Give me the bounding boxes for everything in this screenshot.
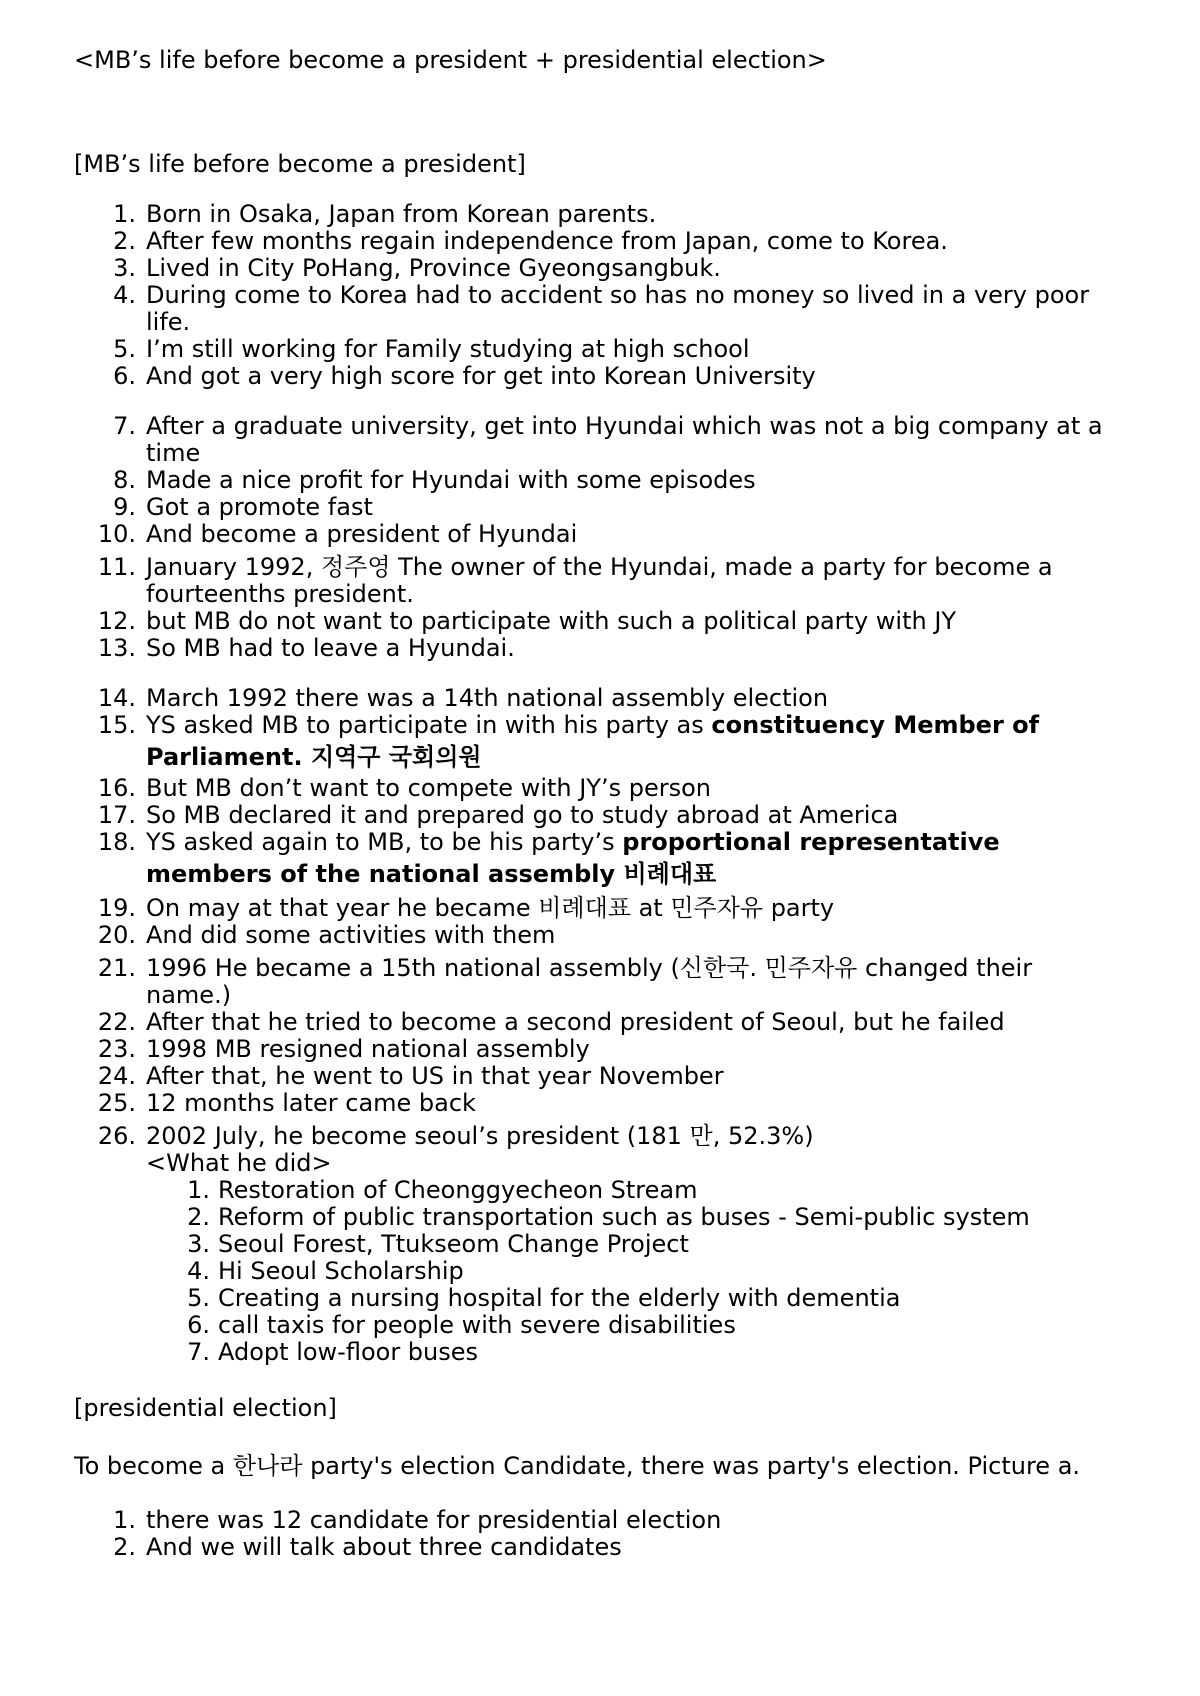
item-text: After that, he went to US in that year November bbox=[146, 1062, 724, 1090]
item-number: 11. bbox=[97, 553, 136, 581]
item-number: 19. bbox=[97, 894, 136, 922]
section-heading-life: [MB’s life before become a president] bbox=[74, 150, 526, 178]
item-text: YS asked again to MB, to be his party’s bbox=[146, 828, 623, 856]
item-number: 20. bbox=[97, 921, 136, 949]
item-text: March 1992 there was a 14th national assembly election bbox=[146, 684, 829, 712]
item-text: there was 12 candidate for presidential election bbox=[146, 1506, 722, 1534]
item-text: After few months regain independence from Japan, come to Korea. bbox=[146, 227, 948, 255]
sub-item-text: Reform of public transportation such as buses - Semi-public system bbox=[218, 1203, 1030, 1231]
sub-item-text: Seoul Forest, Ttukseom Change Project bbox=[218, 1230, 689, 1258]
item-text: But MB don’t want to compete with JY’s person bbox=[146, 774, 711, 802]
sub-item-number: 6. bbox=[187, 1311, 210, 1339]
item-number: 23. bbox=[97, 1035, 136, 1063]
sub-item-text: Restoration of Cheonggyecheon Stream bbox=[218, 1176, 698, 1204]
section-heading-election: [presidential election] bbox=[74, 1394, 337, 1422]
item-number: 13. bbox=[97, 634, 136, 662]
item-text: After a graduate university, get into Hyundai which was not a big company at a bbox=[146, 412, 1103, 440]
item-text: And did some activities with them bbox=[146, 921, 556, 949]
item-text: Lived in City PoHang, Province Gyeongsangbuk. bbox=[146, 254, 721, 282]
item-text: And got a very high score for get into Korean University bbox=[146, 362, 816, 390]
item-text: And we will talk about three candidates bbox=[146, 1533, 622, 1561]
item-number: 9. bbox=[113, 493, 136, 521]
item-text-continued: fourteenths president. bbox=[146, 580, 414, 608]
item-text: 1996 He became a 15th national assembly (신한국. 민주자유 changed their bbox=[146, 954, 1033, 982]
item-number: 17. bbox=[97, 801, 136, 829]
item-text-continued: time bbox=[146, 439, 201, 467]
item-text: January 1992, 정주영 The owner of the Hyundai, made a party for become a bbox=[146, 553, 1053, 581]
item-number: 2. bbox=[113, 1533, 136, 1561]
item-text: I’m still working for Family studying at high school bbox=[146, 335, 750, 363]
item-text: YS asked MB to participate in with his party as bbox=[146, 711, 712, 739]
sub-item-text: Creating a nursing hospital for the elderly with dementia bbox=[218, 1284, 901, 1312]
item-text: Made a nice profit for Hyundai with some episodes bbox=[146, 466, 756, 494]
item-number: 8. bbox=[113, 466, 136, 494]
item-text: 12 months later came back bbox=[146, 1089, 476, 1117]
item-number: 10. bbox=[97, 520, 136, 548]
item-number: 22. bbox=[97, 1008, 136, 1036]
item-text: Got a promote fast bbox=[146, 493, 373, 521]
item-number: 4. bbox=[113, 281, 136, 309]
item-number: 7. bbox=[113, 412, 136, 440]
item-number: 12. bbox=[97, 607, 136, 635]
sub-item-text: call taxis for people with severe disabilities bbox=[218, 1311, 736, 1339]
item-number: 3. bbox=[113, 254, 136, 282]
sub-item-number: 2. bbox=[187, 1203, 210, 1231]
item-number: 21. bbox=[97, 954, 136, 982]
item-number: 15. bbox=[97, 711, 136, 739]
item-text: After that he tried to become a second president of Seoul, but he failed bbox=[146, 1008, 1005, 1036]
item-number: 1. bbox=[113, 1506, 136, 1534]
item-number: 14. bbox=[97, 684, 136, 712]
item-text-bold: constituency Member of bbox=[711, 711, 1040, 739]
item-number: 26. bbox=[97, 1122, 136, 1150]
item-text: And become a president of Hyundai bbox=[146, 520, 578, 548]
item-number: 5. bbox=[113, 335, 136, 363]
document-title: <MB’s life before become a president + presidential election> bbox=[74, 46, 827, 74]
item-text-bold-continued: members of the national assembly 비례대표 bbox=[146, 860, 717, 888]
item-text-line bbox=[146, 711, 1039, 739]
item-text-bold: proportional representative bbox=[622, 828, 1000, 856]
item-text-continued: name.) bbox=[146, 981, 232, 1009]
sub-item-text: Hi Seoul Scholarship bbox=[218, 1257, 464, 1285]
item-text: So MB had to leave a Hyundai. bbox=[146, 634, 515, 662]
item-text: During come to Korea had to accident so has no money so lived in a very poor bbox=[146, 281, 1090, 309]
item-text-continued: life. bbox=[146, 308, 191, 336]
item-text-bold-continued: Parliament. 지역구 국회의원 bbox=[146, 743, 482, 771]
item-number: 18. bbox=[97, 828, 136, 856]
sub-item-number: 5. bbox=[187, 1284, 210, 1312]
item-number: 1. bbox=[113, 200, 136, 228]
sub-item-number: 3. bbox=[187, 1230, 210, 1258]
item-text: Born in Osaka, Japan from Korean parents. bbox=[146, 200, 657, 228]
item-number: 25. bbox=[97, 1089, 136, 1117]
what-he-did-heading: <What he did> bbox=[146, 1149, 332, 1177]
item-number: 24. bbox=[97, 1062, 136, 1090]
item-text-line bbox=[146, 828, 1000, 856]
sub-item-number: 4. bbox=[187, 1257, 210, 1285]
item-text: but MB do not want to participate with such a political party with JY bbox=[146, 607, 957, 635]
election-paragraph: To become a 한나라 party's election Candidate, there was party's election. Picture a. bbox=[74, 1452, 1081, 1480]
sub-item-text: Adopt low-floor buses bbox=[218, 1338, 479, 1366]
item-text: So MB declared it and prepared go to study abroad at America bbox=[146, 801, 899, 829]
item-text: 2002 July, he become seoul’s president (181 만, 52.3%) bbox=[146, 1122, 814, 1150]
item-text: On may at that year he became 비례대표 at 민주자유 party bbox=[146, 894, 835, 922]
item-number: 16. bbox=[97, 774, 136, 802]
item-number: 2. bbox=[113, 227, 136, 255]
item-text: 1998 MB resigned national assembly bbox=[146, 1035, 590, 1063]
sub-item-number: 7. bbox=[187, 1338, 210, 1366]
sub-item-number: 1. bbox=[187, 1176, 210, 1204]
item-number: 6. bbox=[113, 362, 136, 390]
